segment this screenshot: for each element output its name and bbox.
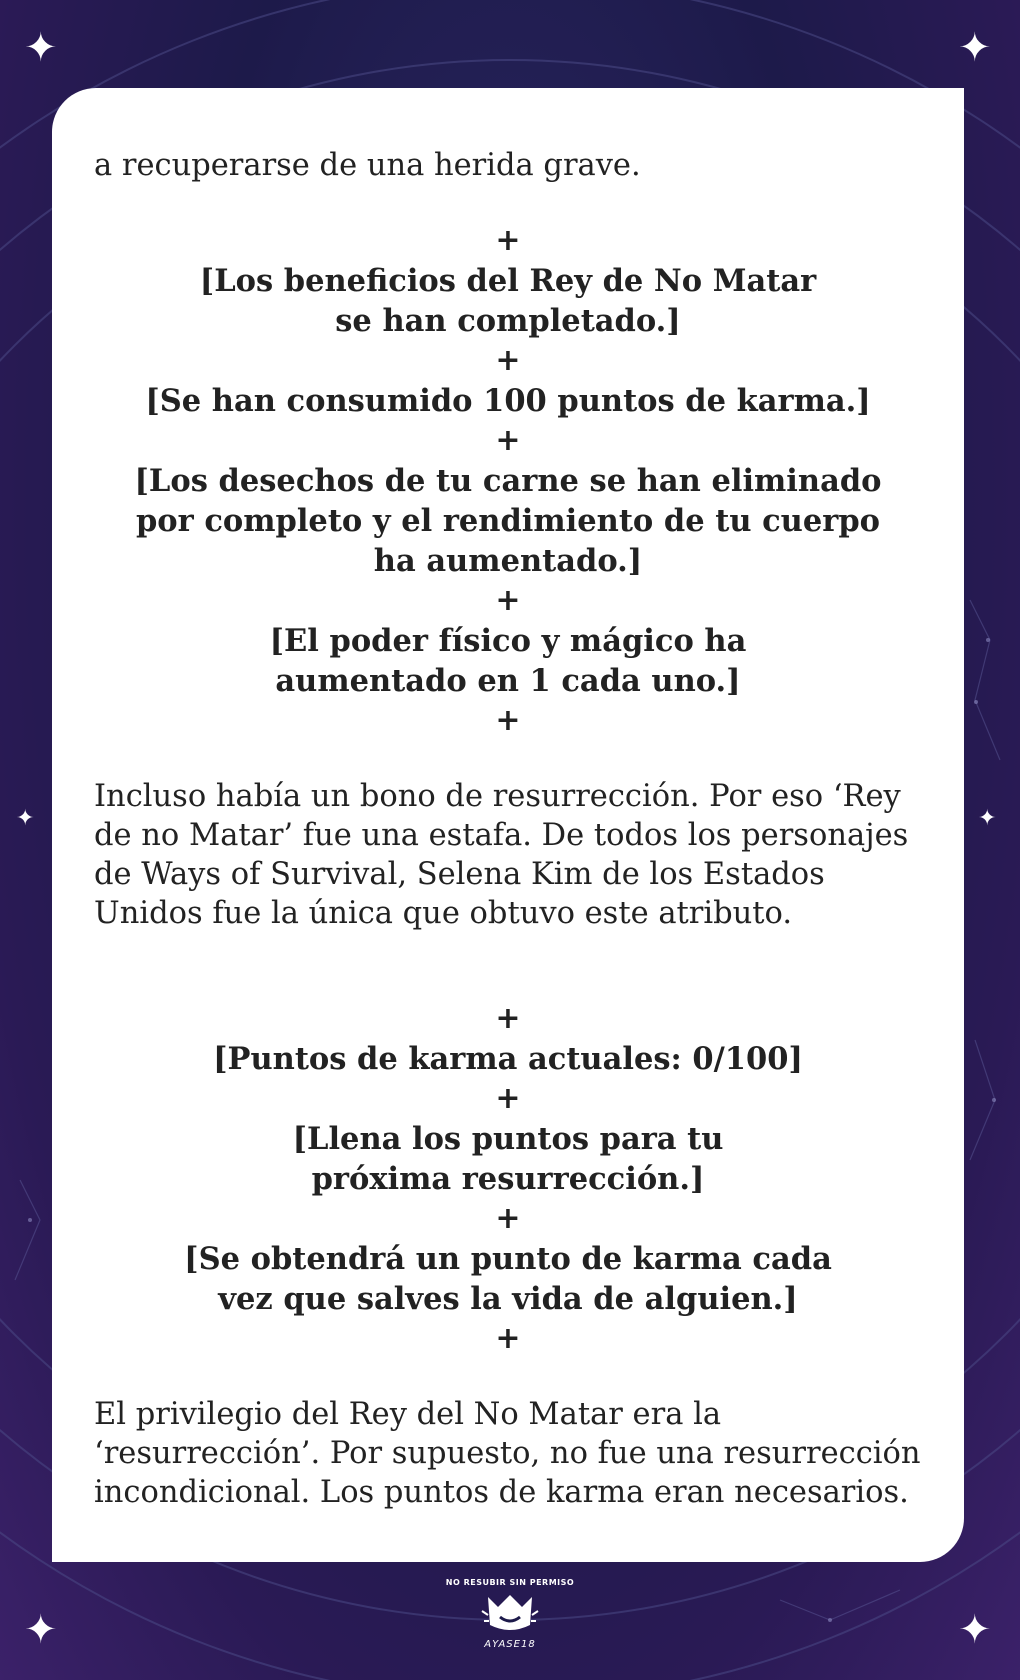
system-message: [Llena los puntos para tu próxima resurrección.] [292, 1121, 724, 1197]
system-message: [Los beneficios del Rey de No Matar se han completado.] [199, 263, 817, 339]
text-card [52, 88, 964, 1562]
sparkle-icon: ✦ [16, 806, 35, 831]
sparkle-icon: ✦ [978, 806, 997, 831]
sparkle-icon: ✦ [958, 1607, 992, 1653]
plus-divider: + [495, 703, 521, 738]
paragraph: El privilegio del Rey del No Matar era la ‘resurrección’. Por supuesto, no fue una resurrección incondicional. Los puntos de karma eran necesarios. [94, 1397, 921, 1510]
plus-divider: + [495, 1321, 521, 1356]
plus-divider: + [495, 223, 521, 258]
paragraph: Incluso había un bono de resurrección. Por eso ‘Rey de no Matar’ fue una estafa. De todos los personajes de Ways of Survival, Selena Kim de los Estados Unidos fue la única que obtuvo este atributo. [94, 779, 909, 931]
sparkle-icon: ✦ [24, 25, 58, 71]
system-message: [Se han consumido 100 puntos de karma.] [145, 383, 871, 419]
plus-divider: + [495, 343, 521, 378]
system-message: [Los desechos de tu carne se han eliminado por completo y el rendimiento de tu cuerpo ha aumentado.] [134, 463, 882, 579]
paragraph: a recuperarse de una herida grave. [94, 148, 641, 183]
watermark-logo [444, 1578, 576, 1668]
plus-divider: + [495, 1001, 521, 1036]
sparkle-icon: ✦ [958, 25, 992, 71]
plus-divider: + [495, 1081, 521, 1116]
plus-divider: + [495, 583, 521, 618]
watermark-top-text: NO RESUBIR SIN PERMISO [445, 1578, 575, 1587]
sparkle-icon: ✦ [24, 1607, 58, 1653]
crown-face-icon [480, 1589, 540, 1637]
plus-divider: + [495, 423, 521, 458]
system-message: [Puntos de karma actuales: 0/100] [213, 1041, 803, 1077]
system-message: [El poder físico y mágico ha aumentado en 1 cada uno.] [269, 623, 747, 699]
watermark-signature: AYASE18 [484, 1639, 536, 1650]
system-message: [Se obtendrá un punto de karma cada vez que salves la vida de alguien.] [184, 1241, 832, 1317]
plus-divider: + [495, 1201, 521, 1236]
